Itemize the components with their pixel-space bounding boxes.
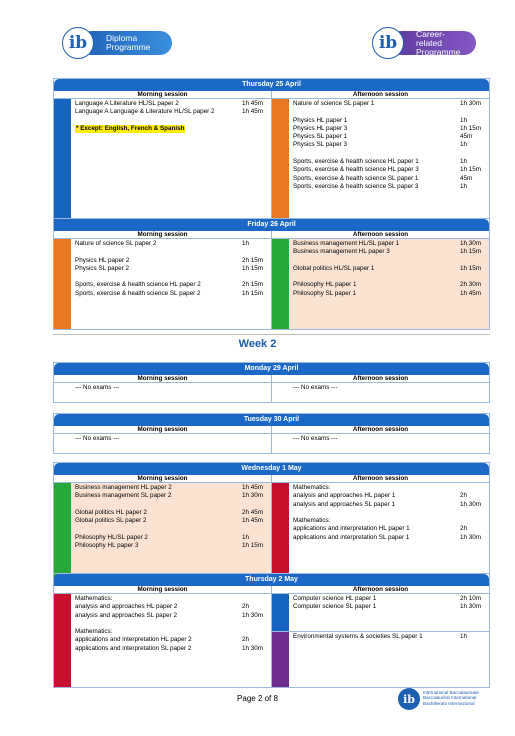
exam-duration: 1h 45m — [242, 100, 264, 107]
morning-session — [54, 483, 271, 580]
spacer — [75, 501, 271, 509]
exam-name: Computer science HL paper 1 — [293, 595, 377, 602]
day-block — [53, 413, 490, 454]
exam-name: Mathematics: — [293, 484, 331, 491]
ib-logo-icon: ib — [62, 27, 94, 59]
exam-name: Global politics HL paper 2 — [75, 508, 147, 516]
day-block — [53, 573, 490, 688]
exam-name: Physics HL paper 1 — [293, 116, 348, 124]
exam-row — [75, 636, 271, 644]
exam-row — [293, 158, 489, 166]
afternoon-session-label: Afternoon session — [271, 231, 489, 238]
exam-name: Language A Language & Literature HL/SL paper 2 — [75, 108, 215, 116]
session-content — [289, 483, 489, 580]
spacer — [293, 509, 489, 517]
afternoon-session — [271, 383, 489, 402]
exam-duration: 1h 30m — [242, 644, 264, 652]
day-body — [54, 239, 489, 329]
exam-duration: 2h 30m — [460, 281, 482, 289]
exam-duration: 2h — [460, 492, 468, 500]
afternoon-session — [271, 483, 489, 580]
exam-name: Business management HL paper 2 — [75, 484, 172, 491]
day-body — [54, 594, 489, 687]
exam-duration: 1h 15m — [242, 289, 264, 297]
subject-color-bar — [54, 594, 71, 687]
morning-session-label: Morning session — [137, 231, 188, 238]
exam-row — [293, 517, 489, 525]
session-content — [289, 434, 489, 453]
morning-session-label: Morning session — [137, 475, 188, 482]
session-group — [272, 632, 489, 687]
exam-duration: 1h 15m — [242, 542, 264, 550]
exam-name: --- No exams --- — [293, 435, 338, 442]
afternoon-session — [271, 594, 489, 687]
morning-session — [54, 434, 271, 453]
exam-name: analysis and approaches HL paper 1 — [293, 492, 396, 500]
exam-name: Physics HL paper 2 — [75, 256, 130, 264]
exam-name: applications and interpretation HL paper 2 — [75, 636, 192, 644]
exam-duration — [242, 435, 271, 443]
exam-name: Language A Literature HL/SL paper 2 — [75, 100, 179, 107]
spacer — [293, 150, 489, 158]
exam-duration: 1h 30m — [242, 492, 264, 500]
spacer — [75, 273, 271, 281]
exam-duration — [460, 384, 489, 392]
exam-row — [75, 240, 271, 248]
session-header-row — [54, 375, 489, 383]
morning-session-label: Morning session — [137, 375, 188, 382]
career-related-programme-logo — [372, 26, 476, 60]
exam-duration: 1h 45m — [242, 484, 264, 491]
exam-duration: 1h 30m — [460, 100, 482, 107]
exam-row — [293, 240, 489, 248]
exam-row — [293, 166, 489, 174]
session-content — [289, 632, 489, 687]
exam-name: --- No exams --- — [75, 384, 120, 391]
subject-color-bar — [272, 99, 289, 226]
day-title: Monday 29 April — [54, 363, 489, 375]
exam-duration: 1h 15m — [460, 166, 482, 174]
exam-name: Physics SL paper 2 — [75, 264, 130, 272]
exam-row — [293, 117, 489, 125]
spacer — [75, 248, 271, 256]
afternoon-session — [271, 239, 489, 329]
spacer — [75, 117, 271, 125]
exam-row — [293, 501, 489, 509]
day-body — [54, 383, 489, 402]
subject-color-bar — [54, 483, 71, 580]
morning-session — [54, 239, 271, 329]
session-content — [289, 383, 489, 402]
afternoon-session-label: Afternoon session — [271, 586, 489, 593]
exam-duration: 1h — [242, 533, 250, 541]
subject-color-bar — [54, 239, 71, 329]
exam-row — [75, 108, 271, 116]
exam-row — [293, 633, 489, 641]
afternoon-session-label: Afternoon session — [271, 91, 489, 98]
exam-duration — [460, 484, 489, 492]
exam-row — [75, 509, 271, 517]
ib-footer-logo-icon: ib — [398, 688, 420, 710]
exam-duration: 2h 45m — [242, 508, 264, 516]
exam-row — [75, 484, 271, 492]
exam-name: --- No exams --- — [75, 435, 120, 442]
exam-name: Computer science SL paper 1 — [293, 603, 377, 611]
exam-name: Philosophy HL/SL paper 2 — [75, 533, 148, 541]
exam-name: applications and interpretation SL paper 1 — [293, 533, 410, 541]
logo-text: Career-related Programme — [390, 31, 476, 55]
exam-duration: 2h — [242, 636, 250, 644]
exam-row — [293, 534, 489, 542]
exam-row — [293, 384, 489, 392]
exam-row — [293, 141, 489, 149]
exam-row — [293, 281, 489, 289]
morning-session-label: Morning session — [137, 586, 188, 593]
exam-row — [75, 628, 271, 636]
exam-name: Philosophy SL paper 1 — [293, 289, 357, 297]
day-title: Thursday 2 May — [54, 574, 489, 586]
exam-name: analysis and approaches SL paper 2 — [75, 611, 177, 619]
spacer — [293, 108, 489, 116]
exam-row — [75, 257, 271, 265]
session-content — [71, 594, 271, 687]
morning-session — [54, 99, 271, 226]
subject-color-bar — [272, 383, 289, 402]
session-content — [71, 99, 271, 226]
exam-row — [75, 265, 271, 273]
exam-duration: 1h — [460, 141, 468, 149]
exam-row — [293, 175, 489, 183]
subject-color-bar — [54, 383, 71, 402]
exam-name: applications and interpretation SL paper 2 — [75, 644, 192, 652]
exam-name: Philosophy HL paper 1 — [293, 281, 357, 289]
subject-color-bar — [54, 434, 71, 453]
exam-row — [293, 595, 489, 603]
exam-duration: 2h 15m — [242, 281, 264, 289]
session-header-row — [54, 91, 489, 99]
session-content — [289, 594, 489, 631]
exam-duration: 2h — [242, 603, 250, 611]
exam-row — [75, 517, 271, 525]
ib-logo-icon: ib — [372, 27, 404, 59]
exam-duration: 45m — [460, 133, 473, 141]
morning-session-label: Morning session — [137, 91, 188, 98]
note-text: * Except: English, French & Spanish — [76, 124, 185, 132]
subject-color-bar — [272, 483, 289, 580]
divider — [53, 334, 490, 335]
spacer — [293, 257, 489, 265]
exam-duration: 1h 30m — [460, 500, 482, 508]
exam-duration: 1h 30m — [460, 240, 482, 247]
exam-row — [75, 612, 271, 620]
exam-row — [75, 603, 271, 611]
subject-color-bar — [272, 632, 289, 687]
exam-duration: 1h — [460, 116, 468, 124]
exam-duration: 1h 15m — [460, 264, 482, 272]
morning-session — [54, 383, 271, 402]
day-block — [53, 462, 490, 581]
session-header-row — [54, 426, 489, 434]
exam-row — [75, 492, 271, 500]
exam-name: Philosophy HL paper 3 — [75, 542, 139, 550]
exam-name: Sports, exercise & health science HL paper 2 — [75, 281, 201, 289]
exam-duration: 45m — [460, 174, 473, 182]
exam-duration: 2h — [460, 525, 468, 533]
exam-duration — [460, 435, 489, 443]
exam-duration: 1h — [460, 158, 468, 166]
week-title: Week 2 — [238, 338, 277, 350]
exam-row — [75, 100, 271, 108]
page-number: Page 2 of 8 — [237, 694, 278, 703]
session-header-row — [54, 475, 489, 483]
day-title: Tuesday 30 April — [54, 414, 489, 426]
exam-row — [293, 492, 489, 500]
exam-name: Sports, exercise & health science SL paper 1 — [293, 174, 419, 182]
exam-name: Physics SL paper 1 — [293, 133, 348, 141]
exam-note — [75, 125, 271, 133]
exam-name: Business management SL paper 2 — [75, 492, 172, 500]
subject-color-bar — [272, 594, 289, 631]
exam-name: Environmental systems & societies SL paper 1 — [293, 633, 423, 640]
exam-duration: 2h 10m — [460, 595, 482, 602]
afternoon-session-label: Afternoon session — [271, 426, 489, 433]
exam-row — [293, 100, 489, 108]
exam-name: Business management HL/SL paper 1 — [293, 240, 400, 247]
exam-row — [75, 290, 271, 298]
exam-row — [75, 534, 271, 542]
day-body — [54, 483, 489, 580]
exam-row — [293, 484, 489, 492]
exam-row — [293, 603, 489, 611]
subject-color-bar — [54, 99, 71, 226]
exam-name: Mathematics: — [293, 517, 331, 525]
day-title: Thursday 25 April — [54, 79, 489, 91]
exam-duration — [242, 384, 271, 392]
exam-duration: 2h 15m — [242, 256, 264, 264]
session-content — [71, 383, 271, 402]
exam-name: Sports, exercise & health science HL paper 3 — [293, 166, 419, 174]
exam-row — [75, 595, 271, 603]
exam-name: Mathematics: — [75, 628, 113, 636]
exam-duration: 1h 45m — [242, 517, 264, 525]
session-group — [272, 594, 489, 632]
day-block — [53, 218, 490, 330]
spacer — [293, 273, 489, 281]
exam-name: --- No exams --- — [293, 384, 338, 391]
exam-duration: 1h 15m — [460, 248, 482, 256]
exam-name: Business management HL paper 3 — [293, 248, 390, 256]
morning-session-label: Morning session — [137, 426, 188, 433]
exam-row — [293, 290, 489, 298]
exam-duration: 1h 15m — [242, 264, 264, 272]
session-content — [71, 434, 271, 453]
exam-row — [75, 384, 271, 392]
exam-name: applications and interpretation HL paper 1 — [293, 525, 410, 533]
exam-row — [293, 183, 489, 191]
exam-name: Mathematics: — [75, 595, 113, 602]
exam-row — [75, 645, 271, 653]
exam-name: Physics SL paper 3 — [293, 141, 348, 149]
exam-name: Sports, exercise & health science SL paper 3 — [293, 182, 419, 190]
logo-text: Diploma Programme — [80, 31, 172, 55]
day-title: Wednesday 1 May — [54, 463, 489, 475]
exam-duration: 1h 15m — [460, 124, 482, 132]
exam-duration: 1h 30m — [460, 603, 482, 611]
exam-duration: 1h 30m — [460, 533, 482, 541]
exam-row — [293, 265, 489, 273]
day-block — [53, 78, 490, 227]
session-content — [289, 99, 489, 226]
day-body — [54, 99, 489, 226]
session-content — [71, 483, 271, 580]
morning-session — [54, 594, 271, 687]
session-content — [289, 239, 489, 329]
exam-name: Global politics HL/SL paper 1 — [293, 264, 375, 272]
exam-row — [293, 125, 489, 133]
afternoon-session — [271, 434, 489, 453]
exam-name: analysis and approaches HL paper 2 — [75, 603, 178, 611]
exam-name: Physics HL paper 3 — [293, 124, 348, 132]
exam-name: Sports, exercise & health science SL paper 2 — [75, 289, 201, 297]
day-title: Friday 26 April — [54, 219, 489, 231]
session-content — [71, 239, 271, 329]
exam-name: Sports, exercise & health science HL paper 1 — [293, 158, 419, 166]
session-header-row — [54, 231, 489, 239]
exam-duration: 1h — [460, 182, 468, 190]
afternoon-session-label: Afternoon session — [271, 375, 489, 382]
exam-duration — [242, 595, 271, 603]
subject-color-bar — [272, 434, 289, 453]
exam-duration: 1h 45m — [242, 108, 264, 116]
spacer — [75, 620, 271, 628]
exam-row — [75, 542, 271, 550]
afternoon-session — [271, 99, 489, 226]
exam-row — [293, 133, 489, 141]
exam-row — [293, 435, 489, 443]
exam-name: analysis and approaches SL paper 1 — [293, 500, 395, 508]
exam-duration — [460, 517, 489, 525]
subject-color-bar — [272, 239, 289, 329]
day-body — [54, 434, 489, 453]
exam-name: Nature of science SL paper 1 — [293, 100, 375, 107]
exam-duration: 1h — [242, 240, 250, 247]
exam-row — [75, 435, 271, 443]
diploma-programme-logo — [62, 26, 172, 60]
exam-row — [293, 248, 489, 256]
ib-organisation-names: International Baccalaureate Baccalauréat International Bachillerato Internacional — [423, 690, 479, 706]
exam-duration: 1h 30m — [242, 611, 264, 619]
exam-row — [75, 281, 271, 289]
exam-duration — [242, 628, 271, 636]
day-block — [53, 362, 490, 403]
exam-name: Global politics SL paper 2 — [75, 517, 147, 525]
session-header-row — [54, 586, 489, 594]
exam-duration: 1h — [460, 633, 468, 640]
exam-name: Nature of science SL paper 2 — [75, 240, 157, 247]
exam-duration: 1h 45m — [460, 289, 482, 297]
afternoon-session-label: Afternoon session — [271, 475, 489, 482]
spacer — [75, 525, 271, 533]
exam-row — [293, 525, 489, 533]
